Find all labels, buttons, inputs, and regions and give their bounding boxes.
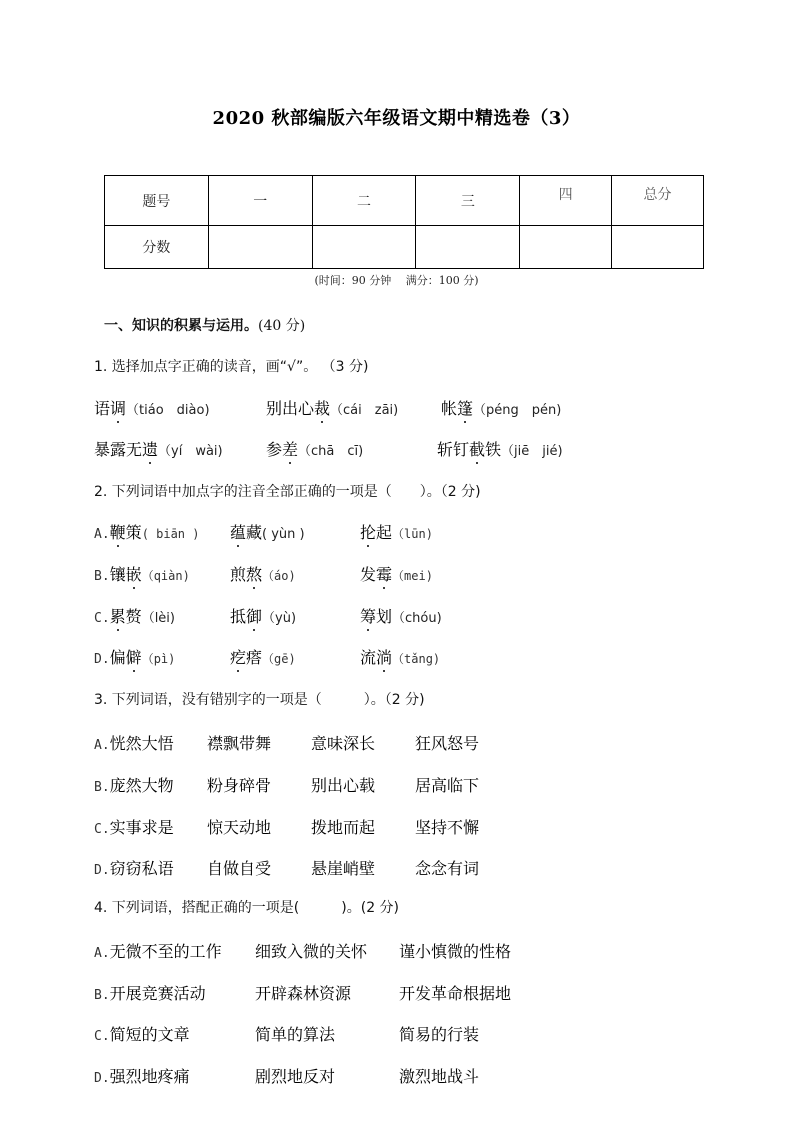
- header-cell-total: 总分: [612, 176, 704, 226]
- header-cell-4: 四: [520, 176, 612, 226]
- word-part: 煎: [230, 565, 247, 584]
- dotted-char: 累: [110, 604, 126, 627]
- word-part: 划: [376, 607, 393, 626]
- word-part: 斩钉: [437, 440, 470, 459]
- option-label: A.: [94, 527, 110, 542]
- word: 拨地而起: [311, 818, 376, 837]
- option-label: B.: [94, 569, 110, 584]
- page-title: 2020 秋部编版六年级语文期中精选卷（3）: [212, 108, 581, 129]
- phrase: 简单的算法: [255, 1025, 336, 1044]
- score-cell-2: [312, 226, 416, 269]
- dotted-char: 调: [110, 396, 126, 419]
- dotted-char: 御: [246, 604, 262, 627]
- score-table-score-row: [105, 226, 704, 269]
- dotted-char: 熬: [246, 562, 262, 585]
- word: 庞然大物: [109, 776, 174, 795]
- dotted-char: 筹: [360, 604, 376, 627]
- word-part: 赘: [125, 607, 142, 626]
- dotted-char: 僻: [126, 645, 142, 668]
- q1-item: [266, 396, 398, 419]
- pinyin: （pì): [141, 652, 176, 666]
- pinyin: （gē): [262, 652, 296, 666]
- word: 居高临下: [415, 776, 480, 795]
- score-cell-3: [416, 226, 520, 269]
- time-info: (时间：90 分钟 满分：100 分): [314, 274, 479, 287]
- phrase: 激烈地战斗: [399, 1067, 480, 1086]
- word-part: 参: [266, 440, 283, 459]
- q2-option-d-item: [360, 645, 440, 668]
- score-cell-4: [520, 226, 612, 269]
- option-label: D.: [94, 863, 110, 878]
- q4-option-b: [94, 981, 206, 1004]
- pinyin: （lèi): [141, 611, 175, 626]
- q3-option-a: [94, 731, 174, 754]
- q3-option-c: [94, 815, 174, 838]
- dotted-char: 嵌: [126, 562, 142, 585]
- dotted-char: 遗: [142, 437, 158, 460]
- word-part: 藏: [246, 523, 263, 542]
- word: 窃窃私语: [109, 859, 174, 878]
- q2-option-c-item: [230, 604, 296, 627]
- q1-item: [266, 437, 363, 460]
- word: 惊天动地: [207, 818, 272, 837]
- dotted-char: 差: [282, 437, 298, 460]
- dotted-char: 淌: [376, 645, 392, 668]
- q1-item: [437, 437, 563, 460]
- dotted-char: 霉: [376, 562, 392, 585]
- phrase: 简短的文章: [109, 1025, 190, 1044]
- dotted-char: 疙: [230, 645, 246, 668]
- q2-option-c-item: [360, 604, 442, 627]
- word: 恍然大悟: [109, 734, 174, 753]
- option-label: A.: [94, 946, 110, 961]
- word-part: 帐: [441, 399, 458, 418]
- pinyin-options: （yí wài): [158, 444, 223, 459]
- pinyin: （mei): [392, 569, 433, 583]
- word: 悬崖峭壁: [311, 859, 376, 878]
- phrase: 细致入微的关怀: [255, 942, 368, 961]
- q1-item: [94, 396, 210, 419]
- q2-option-a: [94, 520, 199, 543]
- pinyin: ( biān ): [141, 527, 200, 541]
- q1-item: [94, 437, 223, 460]
- word-part: 暴露无: [94, 440, 143, 459]
- q2-option-b-item: [360, 562, 433, 585]
- word: 念念有词: [415, 859, 480, 878]
- section-1-heading: [104, 315, 305, 335]
- score-table: [104, 175, 704, 269]
- dotted-char: 蕴: [230, 520, 246, 543]
- q2-option-b-item: [230, 562, 296, 585]
- word-part: 镶: [109, 565, 126, 584]
- dotted-char: 鞭: [110, 520, 126, 543]
- phrase: 开发革命根据地: [399, 984, 512, 1003]
- header-cell-2: 二: [312, 176, 416, 226]
- section-1-points: (40 分): [258, 318, 306, 334]
- dotted-char: 裁: [314, 396, 330, 419]
- word-part: 偏: [109, 648, 126, 667]
- option-label: C.: [94, 1029, 110, 1044]
- word-part: 别出心: [266, 399, 315, 418]
- pinyin: （qiàn): [141, 569, 190, 583]
- word-part: 瘩: [246, 648, 263, 667]
- question-1-stem: 1. 选择加点字正确的读音，画“√”。 （3 分): [94, 359, 369, 375]
- word: 自做自受: [207, 859, 272, 878]
- q2-option-a-item: [230, 520, 305, 543]
- pinyin: （chóu): [392, 611, 442, 626]
- q4-option-c: [94, 1022, 190, 1045]
- header-cell-label: 题号: [105, 176, 209, 226]
- phrase: 谨小慎微的性格: [399, 942, 512, 961]
- pinyin-options: （péng pén): [473, 403, 562, 418]
- question-2-stem: 2. 下列词语中加点字的注音全部正确的一项是（ ）。（2 分): [94, 484, 481, 500]
- q3-option-d: [94, 856, 174, 879]
- option-label: B.: [94, 988, 110, 1003]
- question-4-stem: 4. 下列词语，搭配正确的一项是( )。(2 分): [94, 900, 400, 916]
- q2-option-d-item: [230, 645, 296, 668]
- word: 坚持不懈: [415, 818, 480, 837]
- option-label: C.: [94, 611, 110, 626]
- q4-option-d: [94, 1064, 190, 1087]
- word-part: 起: [376, 523, 393, 542]
- option-label: D.: [94, 652, 110, 667]
- q1-item: [441, 396, 561, 419]
- pinyin: ( yùn ): [262, 527, 305, 542]
- word: 狂风怒号: [415, 734, 480, 753]
- option-label: C.: [94, 822, 110, 837]
- dotted-char: 篷: [457, 396, 473, 419]
- word-part: 铁: [485, 440, 502, 459]
- word-part: 发: [360, 565, 377, 584]
- pinyin-options: （jiē jié): [501, 444, 563, 459]
- header-cell-1: 一: [208, 176, 312, 226]
- question-3-stem: 3. 下列词语，没有错别字的一项是（ ）。（2 分): [94, 692, 425, 708]
- phrase: 简易的行装: [399, 1025, 480, 1044]
- q2-option-b: [94, 562, 190, 585]
- header-cell-3: 三: [416, 176, 520, 226]
- phrase: 开展竞赛活动: [109, 984, 206, 1003]
- q3-option-b: [94, 773, 174, 796]
- word-part: 语: [94, 399, 111, 418]
- pinyin-options: （chā cī): [298, 444, 364, 459]
- q2-option-d: [94, 645, 175, 668]
- pinyin: （yù): [262, 611, 297, 626]
- dotted-char: 截: [469, 437, 485, 460]
- word: 别出心载: [311, 776, 376, 795]
- score-cell-total: [612, 226, 704, 269]
- q4-option-a: [94, 939, 222, 962]
- q2-option-c: [94, 604, 175, 627]
- pinyin: （tǎng): [392, 652, 441, 666]
- word: 粉身碎骨: [207, 776, 272, 795]
- option-label: A.: [94, 738, 110, 753]
- phrase: 剧烈地反对: [255, 1067, 336, 1086]
- word: 意味深长: [311, 734, 376, 753]
- option-label: B.: [94, 780, 110, 795]
- word: 襟飘带舞: [207, 734, 272, 753]
- section-1-title: 一、知识的积累与运用。: [104, 318, 258, 334]
- score-row-label: 分数: [105, 226, 209, 269]
- phrase: 开辟森林资源: [255, 984, 352, 1003]
- dotted-char: 抡: [360, 520, 376, 543]
- score-table-header-row: [105, 176, 704, 226]
- pinyin-options: （tiáo diào): [126, 403, 210, 418]
- word: 实事求是: [109, 818, 174, 837]
- pinyin: （lūn): [392, 527, 433, 541]
- q2-option-a-item: [360, 520, 433, 543]
- phrase: 强烈地疼痛: [109, 1067, 190, 1086]
- pinyin: （áo): [262, 569, 296, 583]
- pinyin-options: （cái zāi): [330, 403, 399, 418]
- word-part: 策: [125, 523, 142, 542]
- score-cell-1: [208, 226, 312, 269]
- word-part: 抵: [230, 607, 247, 626]
- option-label: D.: [94, 1071, 110, 1086]
- phrase: 无微不至的工作: [109, 942, 222, 961]
- word-part: 流: [360, 648, 377, 667]
